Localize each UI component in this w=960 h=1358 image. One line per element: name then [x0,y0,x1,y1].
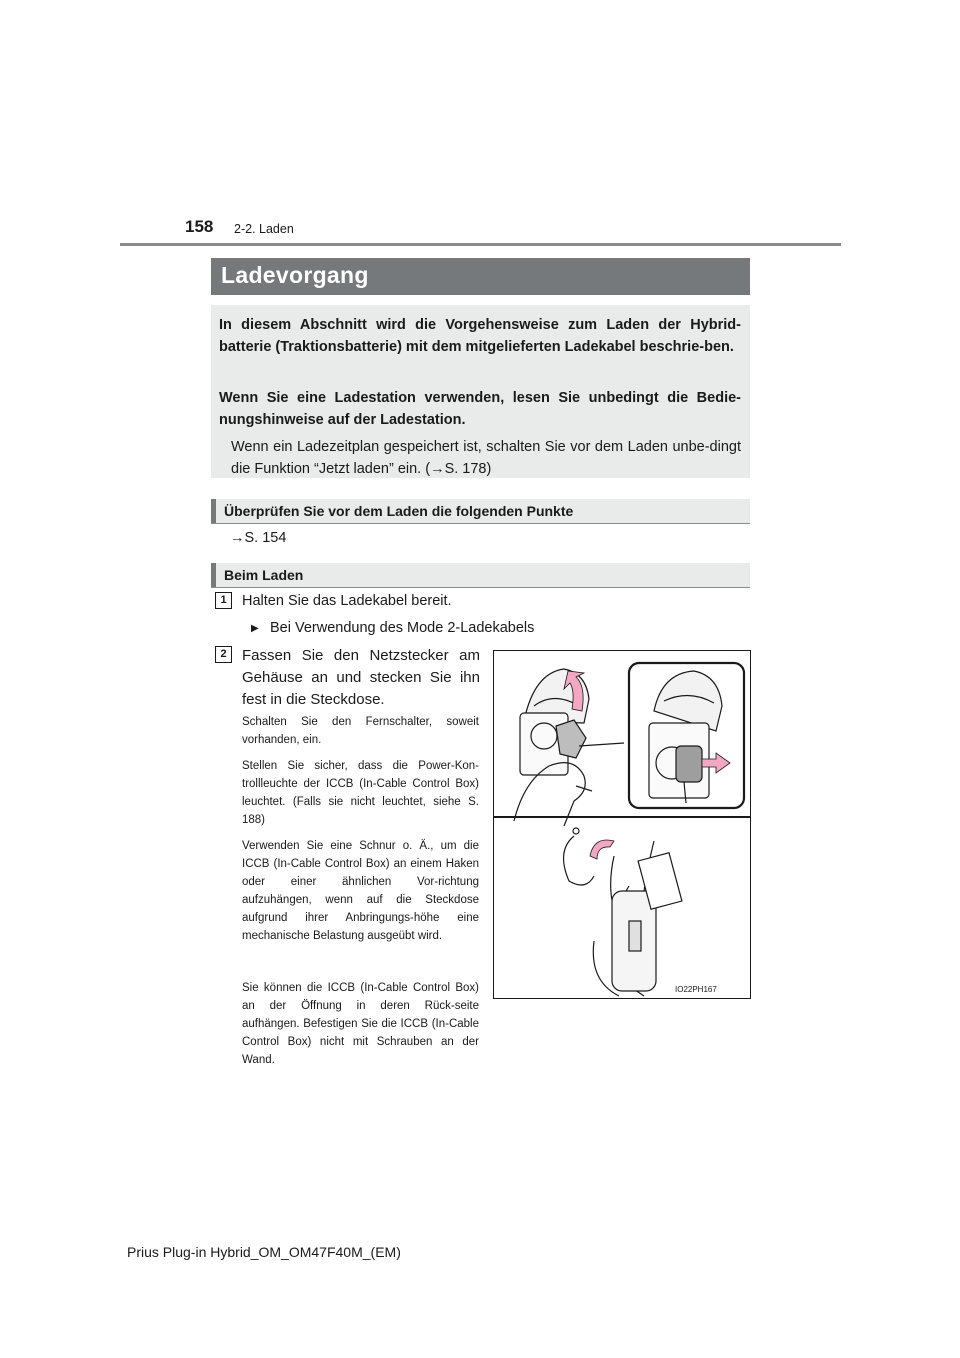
figure-id: IO22PH167 [675,985,717,994]
note-3: Verwenden Sie eine Schnur o. Ä., um die ICCB (In-Cable Control Box) an einem Haken oder einer ähnlichen Vor-richtung aufzuhängen, wenn auf die Steckdose aufgrund ihrer Anbringungs-höhe eine mechanische Belastung ausgeübt wird. [242,840,479,942]
illustration-figure [493,650,751,999]
step-1-text: Halten Sie das Ladekabel bereit. [242,593,452,609]
charging-section-heading-text: Beim Laden [224,567,304,583]
intro-paragraph-2: Wenn Sie eine Ladestation verwenden, lesen Sie unbedingt die Bedie-nungshinweise auf der Ladestation. [219,390,741,428]
check-section-reference: →S. 154 [230,530,287,546]
section-reference: 2-2. Laden [234,222,294,236]
check-section-heading-text: Überprüfen Sie vor dem Laden die folgenden Punkte [224,503,574,519]
note-2: Stellen Sie sicher, dass die Power-Kon-trollleuchte der ICCB (In-Cable Control Box) leuchtet. (Falls sie nicht leuchtet, siehe S. 188) [242,760,479,826]
note-1: Schalten Sie den Fernschalter, soweit vorhanden, ein. [242,716,479,746]
charging-section-heading [211,563,750,588]
page-number: 158 [185,217,214,236]
step-number-2: 2 [215,646,232,663]
step-number-1: 1 [215,592,232,609]
title-bar [211,258,750,295]
step-2-text: Fassen Sie den Netzstecker am Gehäuse an und stecken Sie ihn fest in die Steckdose. [242,647,480,708]
header-divider [120,243,841,246]
page-title: Ladevorgang [221,262,369,288]
footer-document-id: Prius Plug-in Hybrid_OM_OM47F40M_(EM) [127,1244,401,1260]
bullet-triangle-icon: ▶ [251,623,259,634]
check-section-heading [211,499,750,524]
note-4: Sie können die ICCB (In-Cable Control Box) an der Öffnung in deren Rück-seite aufhängen. Befestigen Sie die ICCB (In-Cable Control Box) nicht mit Schrauben an der Wand. [242,982,479,1066]
intro-paragraph-3: Wenn ein Ladezeitplan gespeichert ist, schalten Sie vor dem Laden unbe-dingt die Funktion “Jetzt laden” ein. (→S. 178) [231,439,741,477]
intro-paragraph-1: In diesem Abschnitt wird die Vorgehensweise zum Laden der Hybrid-batterie (Traktionsbatterie) mit dem mitgelieferten Ladekabel beschrie-ben. [219,317,741,355]
plug-illustration [494,651,750,998]
sub-bullet-text: Bei Verwendung des Mode 2-Ladekabels [270,620,535,636]
intro-box [211,305,750,478]
